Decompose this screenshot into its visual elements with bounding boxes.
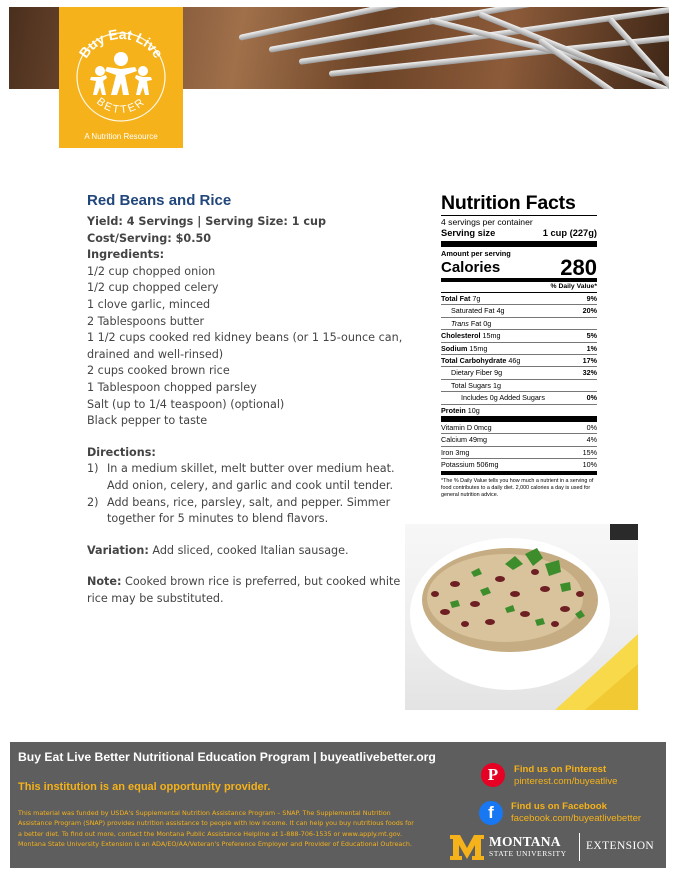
recipe-title: Red Beans and Rice — [87, 192, 232, 209]
ingredient-item: 1 Tablespoon chopped parsley — [87, 380, 257, 394]
ingredient-item: 2 Tablespoons butter — [87, 314, 205, 328]
nutrient-row-added-sugars: Includes 0g Added Sugars 0% — [441, 392, 597, 404]
variation-label: Variation: — [87, 543, 149, 557]
nutrient-row-sodium: Sodium 15mg 1% — [441, 343, 597, 355]
nutrition-facts-label — [441, 192, 597, 499]
directions-list — [87, 461, 407, 527]
serving-size — [441, 228, 597, 247]
variation-text: Add sliced, cooked Italian sausage. — [148, 543, 349, 557]
direction-step-number: 2) — [87, 495, 99, 509]
ingredients-heading: Ingredients: — [87, 248, 165, 262]
facebook-icon[interactable]: f — [479, 801, 503, 825]
ingredient-item: Salt (up to 1/4 teaspoon) (optional) — [87, 397, 285, 411]
calories-label: Calories — [441, 259, 501, 276]
nutrient-row-iron: Iron 3mg 15% — [441, 447, 597, 459]
ingredient-item: Black pepper to taste — [87, 414, 208, 428]
facebook-heading: Find us on Facebook — [511, 801, 607, 812]
note-text: Cooked brown rice is preferred, but cooked white rice may be substituted. — [87, 575, 401, 605]
recipe-cost: Cost/Serving: $0.50 — [87, 231, 212, 245]
serving-size-label: Serving size — [441, 228, 496, 238]
direction-step-text: In a medium skillet, melt butter over medium heat. Add onion, celery, and garlic and cook until tender. — [107, 462, 395, 492]
nutrient-row-trans-fat: Trans Fat 0g — [441, 318, 597, 330]
nutrient-row-calcium: Calcium 49mg 4% — [441, 434, 597, 446]
amount-per-serving: Amount per serving — [441, 249, 511, 258]
direction-step — [87, 495, 407, 528]
recipe-yield: Yield: 4 Servings | Serving Size: 1 cup — [87, 215, 327, 228]
food-photo — [405, 524, 638, 710]
funding-fine-print: This material was funded by USDA's Supplemental Nutrition Assistance Program – SNAP. The Supplemental Nutrition Assistance Program (SNAP) provides nutrition assistance to people with low income. It can help you buy nutritious foods for a better diet. To find out more, contact the Montana Public Assistance Helpline at 1-888-706-1535 or www.apply.mt.gov. Montana State University Extension is an ADA/EO/AA/Veteran's Preference Employer and Provider of Educational Outreach. — [18, 809, 414, 849]
calories-row — [441, 255, 597, 282]
servings-per-container: 4 servings per container — [441, 217, 533, 227]
nutrient-row-saturated-fat: Saturated Fat 4g 20% — [441, 305, 597, 317]
nutrition-title: Nutrition Facts — [441, 192, 597, 216]
facebook-link[interactable]: facebook.com/buyeatlivebetter — [511, 813, 642, 824]
nutrient-row-fiber: Dietary Fiber 9g 32% — [441, 367, 597, 379]
logo-figures-icon — [59, 7, 183, 131]
nutrient-row-vitamin-d: Vitamin D 0mcg 0% — [441, 422, 597, 434]
ingredient-item: 1/2 cup chopped celery — [87, 281, 219, 295]
pinterest-link[interactable]: pinterest.com/buyeatlive — [514, 776, 618, 787]
recipe — [87, 192, 407, 607]
nutrient-row-cholesterol: Cholesterol 15mg 5% — [441, 330, 597, 342]
daily-value-footnote: *The % Daily Value tells you how much a nutrient in a serving of food contributes to a daily diet. 2,000 calories a day is used for general nutrition advice. — [441, 477, 594, 498]
equal-opportunity-statement: This institution is an equal opportunity provider. — [18, 781, 271, 793]
note — [87, 574, 407, 607]
direction-step — [87, 461, 407, 494]
ingredient-item: 1 1/2 cups cooked red kidney beans (or 1 15-ounce can, drained and well-rinsed) — [87, 331, 403, 361]
daily-value-header: % Daily Value* — [441, 282, 597, 293]
msu-divider — [579, 833, 580, 861]
logo-brand-bottom: BETTER — [94, 95, 148, 117]
direction-step-number: 1) — [87, 462, 99, 476]
pinterest-icon[interactable]: P — [481, 763, 505, 787]
svg-text:BETTER — [94, 95, 148, 116]
variation — [87, 543, 407, 560]
direction-step-text: Add beans, rice, parsley, salt, and pepper. Simmer together for 5 minutes to blend flavors. — [107, 495, 391, 526]
brand-logo[interactable] — [59, 7, 183, 148]
ingredient-item: 1/2 cup chopped onion — [87, 264, 216, 278]
note-label: Note: — [87, 575, 122, 589]
facebook-block[interactable] — [511, 801, 641, 825]
msu-m-logo-icon — [449, 831, 485, 861]
msu-extension: EXTENSION — [586, 840, 655, 852]
pinterest-block[interactable] — [514, 764, 617, 788]
nutrient-row-potassium: Potassium 506mg 10% — [441, 459, 597, 474]
directions-heading: Directions: — [87, 445, 156, 459]
pinterest-heading: Find us on Pinterest — [514, 764, 607, 775]
msu-subtitle: STATE UNIVERSITY — [489, 849, 567, 858]
logo-brand-text: Buy Eat Live — [75, 25, 167, 61]
nutrient-row-carbohydrate: Total Carbohydrate 46g 17% — [441, 355, 597, 367]
program-title: Buy Eat Live Better Nutritional Education Program | buyeatlivebetter.org — [18, 750, 436, 764]
ingredient-item: 2 cups cooked brown rice — [87, 364, 230, 378]
ingredient-item: 1 clove garlic, minced — [87, 297, 211, 311]
calories-value: 280 — [560, 255, 597, 280]
nutrient-row-protein: Protein 10g — [441, 405, 597, 422]
nutrient-row-sugars: Total Sugars 1g — [441, 380, 597, 392]
msu-name: MONTANA — [489, 834, 561, 849]
nutrient-row-total-fat: Total Fat 7g 9% — [441, 293, 597, 305]
logo-subtitle: A Nutrition Resource — [84, 132, 158, 141]
serving-size-value: 1 cup (227g) — [542, 228, 597, 238]
